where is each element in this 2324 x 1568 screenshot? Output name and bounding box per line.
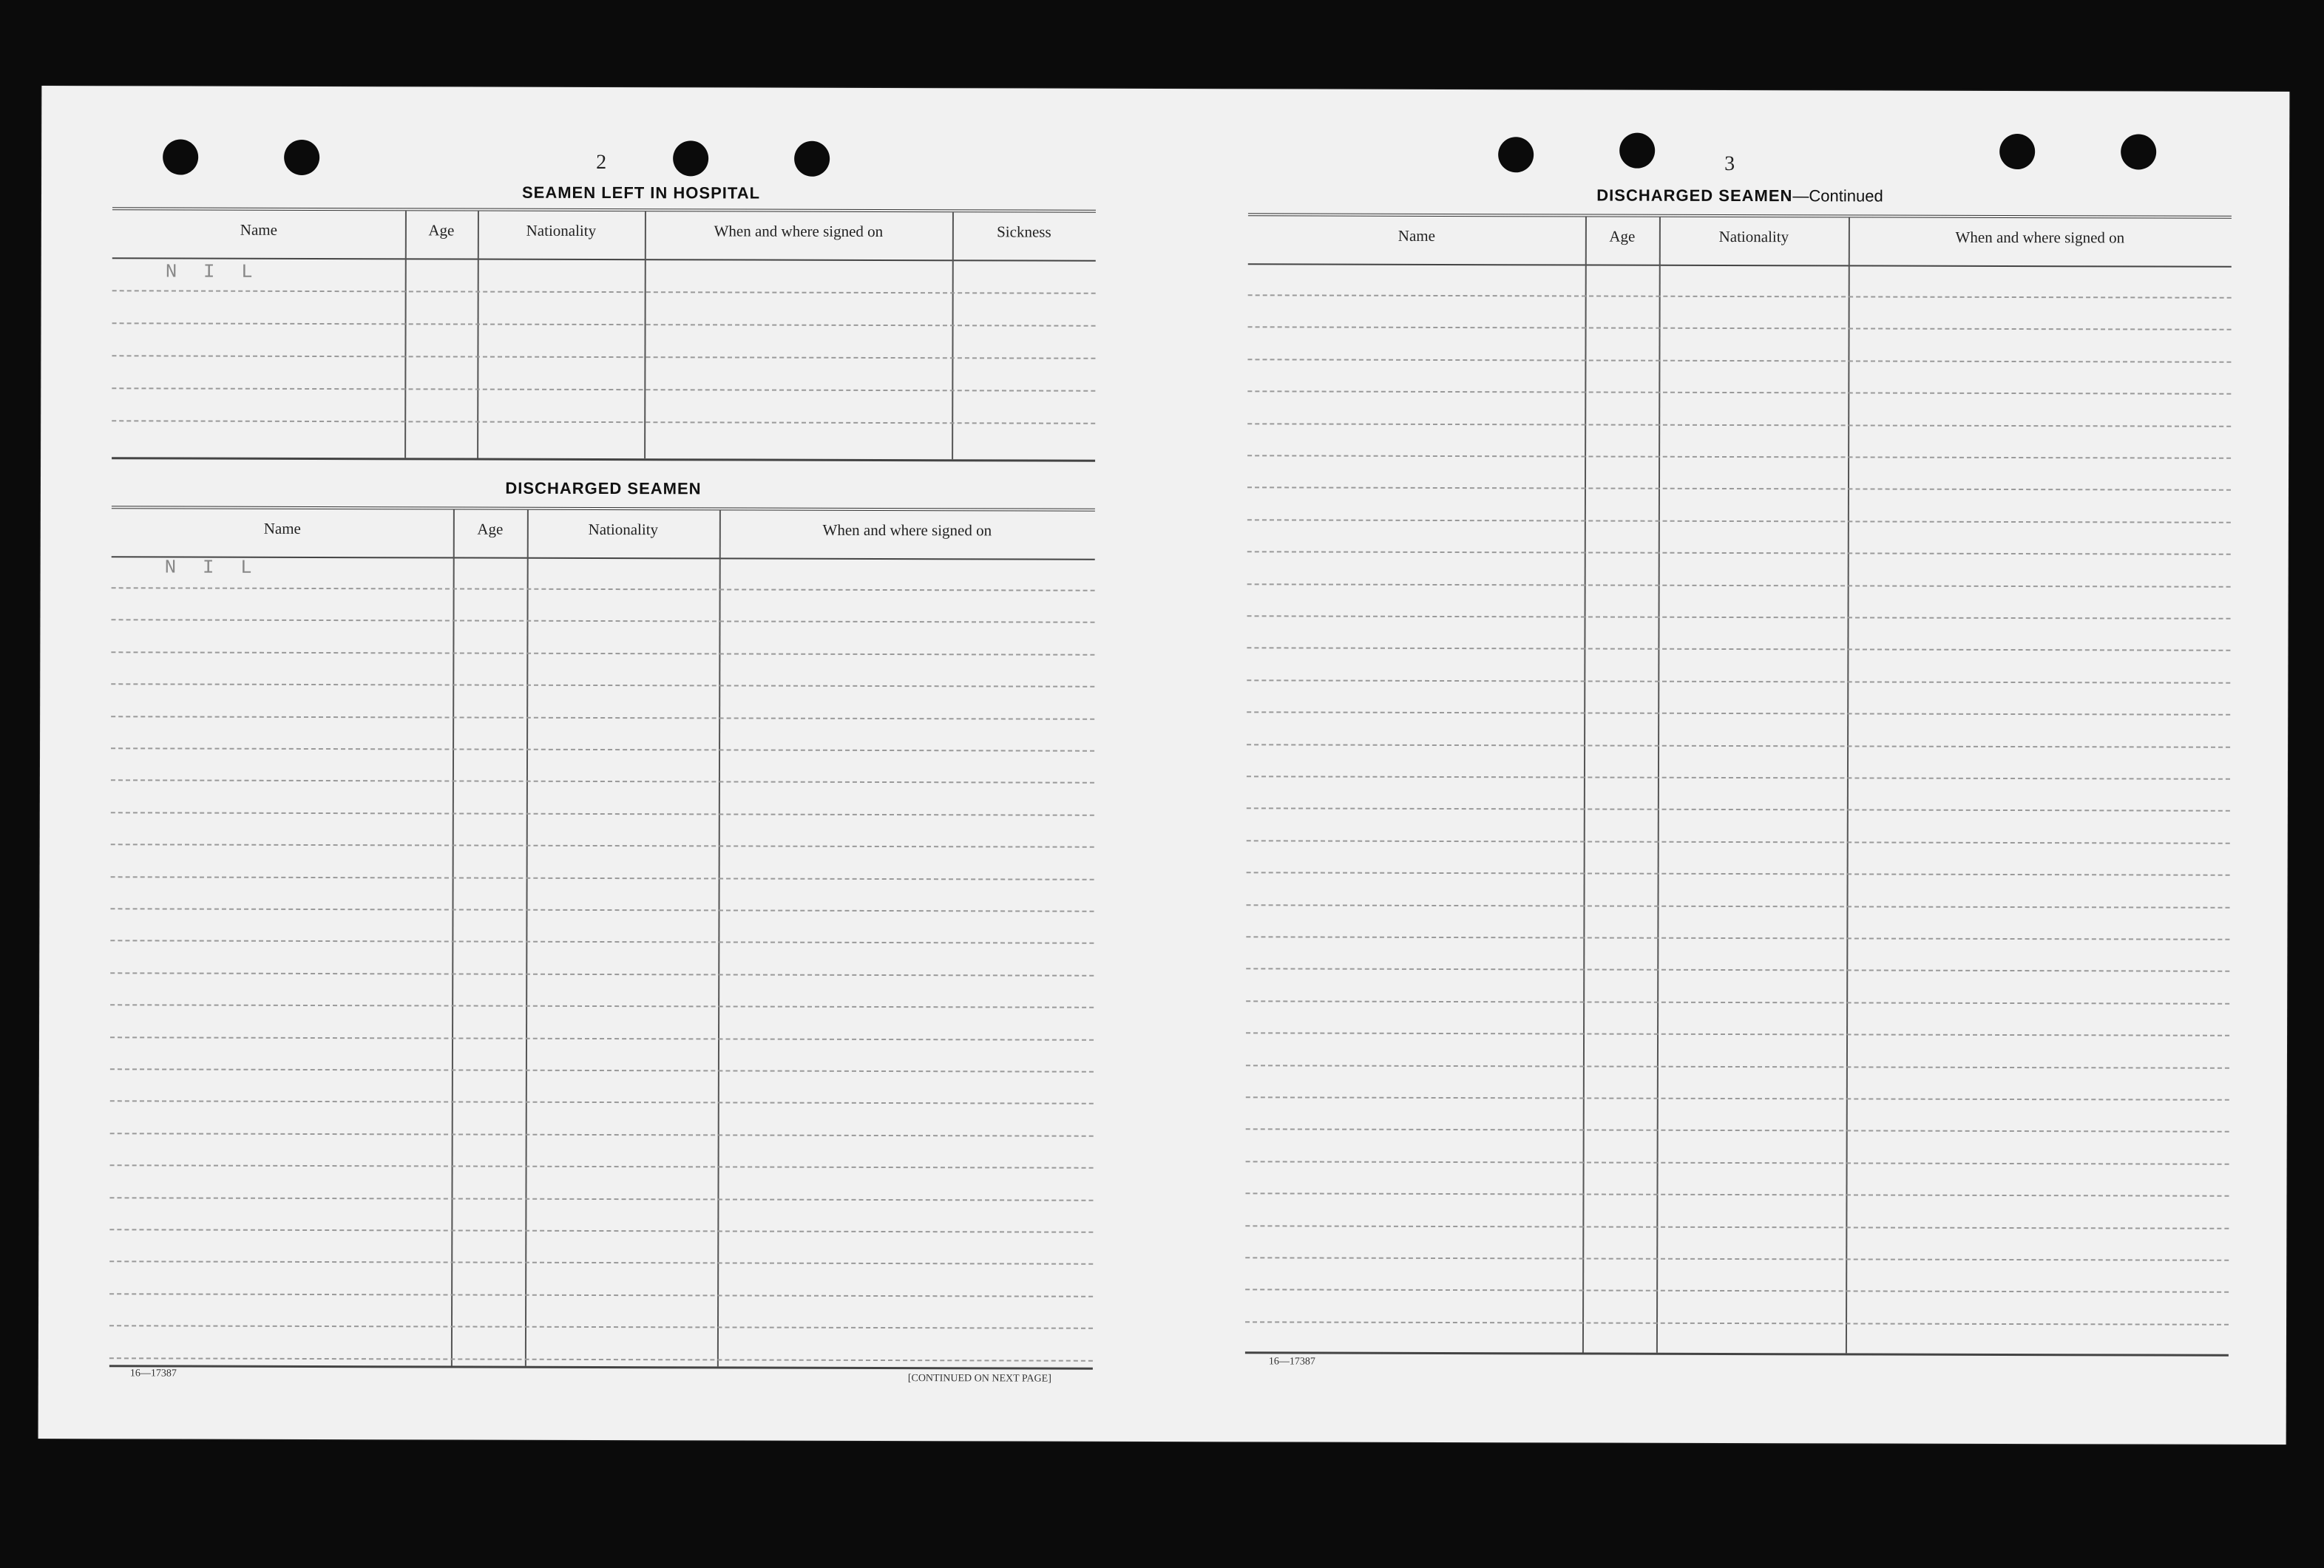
discharged-continued-title	[1248, 185, 2232, 206]
continued-note: [CONTINUED ON NEXT PAGE]	[907, 1373, 1051, 1385]
ruled-line	[111, 747, 1094, 751]
ruled-line	[1246, 1065, 2229, 1068]
ruled-line	[1247, 711, 2230, 715]
hospital-entry-nil: N I L	[165, 260, 260, 283]
column-header-signed-on: When and where signed on	[822, 520, 992, 540]
ruled-line	[110, 940, 1094, 944]
ruled-line	[111, 844, 1094, 847]
ruled-line	[1247, 519, 2231, 523]
ruled-line	[1247, 648, 2230, 651]
discharged-continued-title-suffix: —Continued	[1792, 186, 1883, 206]
page-number-right: 3	[1724, 152, 1735, 176]
column-header-sickness: Sickness	[997, 223, 1051, 241]
hospital-table	[112, 207, 1096, 461]
ruled-line	[110, 908, 1094, 912]
ruled-line	[112, 355, 1095, 359]
form-code-right: 16—17387	[1268, 1356, 1315, 1368]
hospital-section-title: SEAMEN LEFT IN HOSPITAL	[521, 183, 761, 203]
ruled-line	[1245, 1289, 2229, 1293]
ruled-line	[111, 651, 1094, 655]
ruled-line	[1246, 1129, 2229, 1133]
ruled-line	[110, 1133, 1094, 1136]
ruled-line	[1245, 1225, 2229, 1229]
ruled-line	[111, 812, 1094, 815]
ruled-line	[109, 1229, 1093, 1232]
ruled-line	[1246, 1161, 2229, 1164]
ruled-line	[109, 1325, 1093, 1328]
discharged-continued-table-header	[1248, 216, 2232, 267]
column-header-nationality: Nationality	[526, 221, 597, 240]
ruled-line	[110, 1101, 1094, 1104]
column-header-nationality: Nationality	[588, 520, 659, 539]
column-header-nationality: Nationality	[1718, 227, 1789, 246]
ruled-line	[1247, 872, 2230, 875]
punch-hole	[2121, 134, 2156, 169]
column-header-age: Age	[1609, 227, 1636, 245]
ruled-line	[112, 290, 1096, 293]
punch-hole	[1498, 137, 1534, 172]
ruled-line	[110, 1004, 1094, 1008]
column-divider	[717, 510, 721, 1366]
ruled-line	[110, 1164, 1094, 1168]
ruled-line	[1246, 1032, 2229, 1036]
ruled-line	[111, 780, 1094, 784]
discharged-continued-title-main: DISCHARGED SEAMEN	[1596, 186, 1793, 206]
ruled-line	[1247, 808, 2230, 812]
ruled-line	[109, 1293, 1093, 1297]
ruled-line	[1248, 327, 2232, 330]
ruled-line	[112, 322, 1096, 326]
ruled-line	[1247, 840, 2230, 844]
column-divider	[1846, 217, 1850, 1353]
ruled-line	[109, 1261, 1093, 1265]
ruled-line	[111, 716, 1094, 719]
ruled-line	[1247, 551, 2231, 554]
discharged-continued-table	[1245, 213, 2232, 1356]
ruled-line	[1245, 1192, 2229, 1196]
column-header-name: Name	[263, 519, 301, 537]
ruled-line	[1246, 936, 2229, 940]
paper-sheet	[38, 86, 2290, 1445]
ruled-line	[1246, 1000, 2229, 1004]
hospital-table-header	[112, 210, 1096, 261]
column-divider	[451, 509, 455, 1365]
ruled-line	[1246, 968, 2229, 972]
ruled-line	[1247, 423, 2231, 427]
ruled-line	[112, 387, 1095, 391]
discharged-entry-nil: N I L	[164, 556, 260, 579]
form-code-left: 16—17387	[129, 1368, 177, 1379]
ruled-line	[112, 620, 1095, 623]
ruled-line	[111, 683, 1094, 687]
ruled-line	[1247, 390, 2231, 394]
ruled-line	[1248, 294, 2232, 298]
ruled-line	[1247, 359, 2231, 362]
punch-hole	[794, 141, 830, 177]
punch-hole	[1999, 134, 2035, 169]
ruled-line	[109, 1197, 1093, 1201]
ruled-line	[112, 420, 1095, 424]
ruled-line	[110, 1068, 1094, 1072]
column-header-signed-on: When and where signed on	[1955, 228, 2125, 247]
ruled-line	[109, 1357, 1093, 1361]
punch-hole	[1619, 133, 1655, 169]
ruled-line	[1247, 583, 2231, 587]
ruled-line	[1247, 615, 2231, 619]
ruled-line	[1247, 487, 2231, 491]
discharged-table-header	[112, 509, 1095, 560]
ruled-line	[1245, 1321, 2229, 1325]
column-header-age: Age	[477, 520, 504, 538]
ruled-line	[110, 972, 1094, 976]
column-header-age: Age	[428, 221, 455, 240]
ruled-line	[1247, 679, 2230, 683]
discharged-section-title: DISCHARGED SEAMEN	[505, 478, 702, 498]
ruled-line	[1247, 455, 2231, 458]
ruled-line	[112, 587, 1095, 591]
column-divider	[1656, 217, 1661, 1353]
ruled-line	[111, 876, 1094, 880]
discharged-table	[109, 506, 1095, 1369]
ruled-line	[1247, 904, 2230, 908]
ruled-line	[110, 1036, 1094, 1040]
column-header-signed-on: When and where signed on	[714, 222, 884, 241]
column-divider	[1582, 217, 1587, 1352]
ruled-line	[1245, 1257, 2229, 1260]
column-divider	[525, 510, 529, 1366]
ruled-line	[1247, 744, 2230, 747]
page-number-left: 2	[596, 150, 607, 174]
ruled-line	[1246, 1096, 2229, 1100]
column-header-name: Name	[1398, 226, 1435, 245]
punch-hole	[284, 140, 319, 175]
column-header-name: Name	[240, 220, 278, 239]
punch-hole	[163, 139, 198, 174]
ruled-line	[1247, 775, 2230, 779]
punch-hole	[673, 140, 708, 176]
